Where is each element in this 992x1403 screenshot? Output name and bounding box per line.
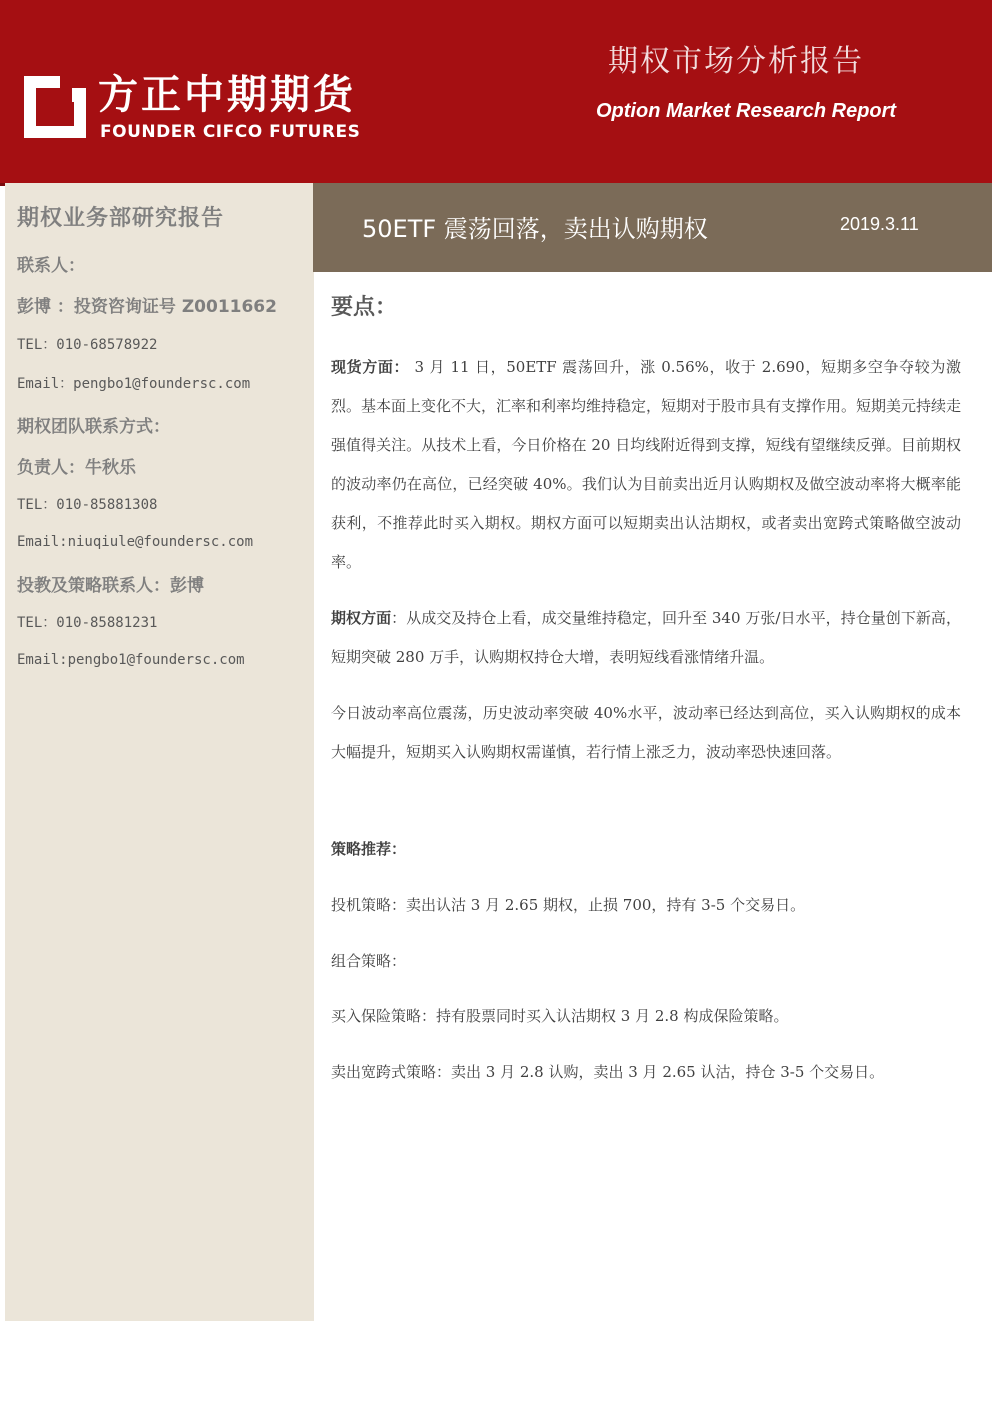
company-logo-icon (24, 76, 86, 138)
report-type-title-cn: 期权市场分析报告 (608, 44, 864, 79)
strategy-email: Email:pengbo1@foundersc.com (17, 652, 245, 668)
protective-strategy: 买入保险策略：持有股票同时买入认沽期权 3 月 2.8 构成保险策略。 (331, 1007, 789, 1025)
report-title: 50ETF 震荡回落，卖出认购期权 (362, 215, 708, 243)
company-name-cn: 方正中期期货 (98, 72, 356, 118)
volatility-paragraph: 今日波动率高位震荡，历史波动率突破 40%水平，波动率已经达到高位，买入认购期权的成本大幅提升，短期买入认购期权需谨慎，若行情上涨乏力，波动率恐快速回落。 (331, 704, 961, 761)
contact-tel: TEL：010-68578922 (17, 337, 158, 353)
contact-name: 彭博 ：投资咨询证号 Z0011662 (17, 297, 277, 317)
speculative-strategy: 投机策略：卖出认沽 3 月 2.65 期权，止损 700，持有 3-5 个交易日。 (331, 896, 806, 914)
option-paragraph (331, 599, 961, 677)
option-label: 期权方面 (331, 609, 392, 627)
report-header (0, 0, 992, 186)
combo-strategy-label: 组合策略： (331, 952, 407, 970)
spot-paragraph (331, 348, 961, 582)
spot-text: 3 月 11 日，50ETF 震荡回升，涨 0.56%，收于 2.690，短期多空争夺较为激烈。基本面上变化不大，汇率和利率均维持稳定，短期对于股市具有支撑作用。短期美元持续走强值得关注。从技术上看，今日价格在 20 日均线附近得到支撑，短线有望继续反弹。目前期权的波动率仍在高位，已经突破 40%。我们认为目前卖出近月认购期权及做空波动率将大概率能获利，不推荐此时买入期权。期权方面可以短期卖出认沽期权，或者卖出宽跨式策略做空波动率。 (331, 358, 962, 571)
report-type-title-en: Option Market Research Report (596, 100, 897, 122)
strategy-heading: 策略推荐： (331, 840, 407, 858)
contact-sidebar (5, 183, 314, 1321)
option-text: ：从成交及持仓上看，成交量维持稳定，回升至 340 万张/日水平，持仓量创下新高，短期突破 280 万手，认购期权持仓大增，表明短线看涨情绪升温。 (331, 609, 961, 666)
contact-heading: 联系人： (17, 256, 85, 276)
company-name-en: FOUNDER CIFCO FUTURES (100, 122, 361, 142)
strategy-tel: TEL：010-85881231 (17, 615, 158, 631)
report-title-bar (313, 183, 992, 272)
team-tel: TEL：010-85881308 (17, 497, 158, 513)
team-email: Email:niuqiule@foundersc.com (17, 534, 254, 550)
contact-email: Email：pengbo1@foundersc.com (17, 376, 251, 392)
team-heading: 期权团队联系方式： (17, 417, 170, 437)
report-date: 2019.3.11 (840, 214, 919, 234)
sidebar-title: 期权业务部研究报告 (17, 206, 225, 231)
strategy-contact-heading: 投教及策略联系人：彭博 (17, 576, 204, 596)
short-strangle-strategy: 卖出宽跨式策略：卖出 3 月 2.8 认购，卖出 3 月 2.65 认沽，持仓 3-5 个交易日。 (331, 1063, 885, 1081)
key-points-heading: 要点： (331, 295, 398, 320)
spot-label: 现货方面： (331, 358, 410, 376)
team-lead: 负责人：牛秋乐 (17, 458, 136, 478)
